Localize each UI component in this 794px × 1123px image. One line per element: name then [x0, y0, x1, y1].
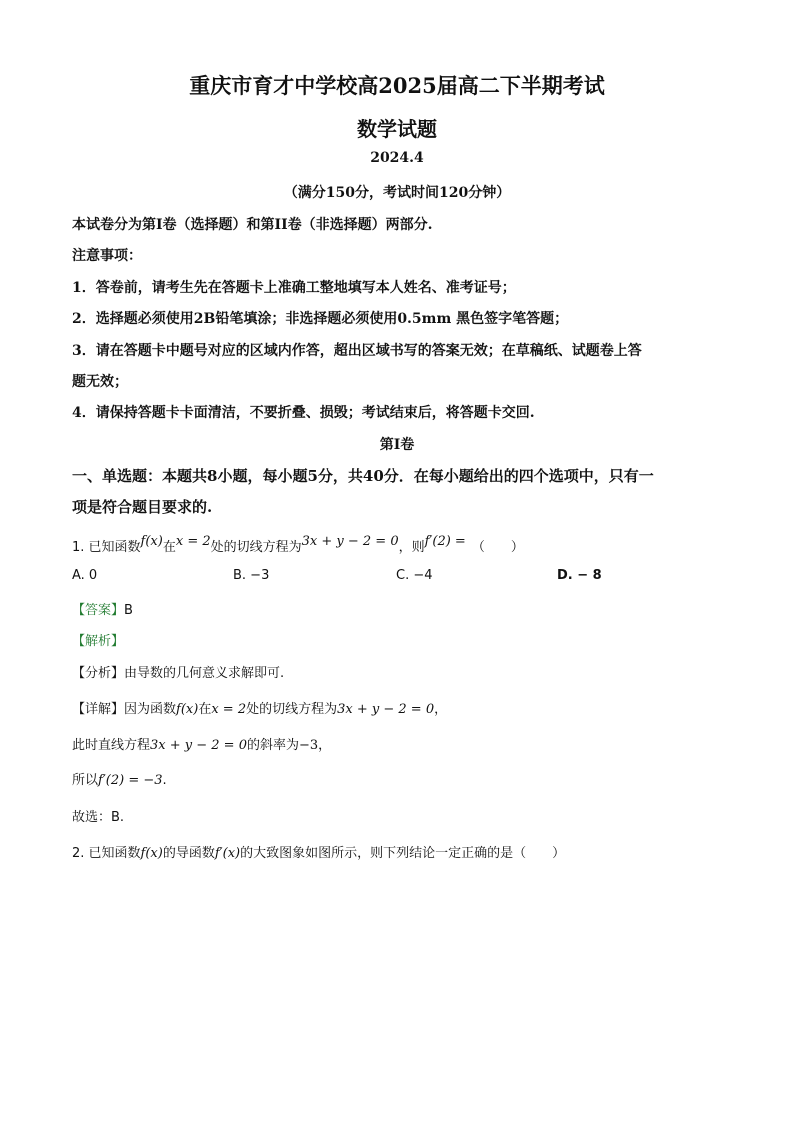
q1-option-b: B. −3: [233, 568, 270, 583]
conclusion-eq: f′(2) = −3: [98, 773, 163, 788]
q1-slope-line: [72, 734, 732, 753]
xiangjie-tag: 【详解】: [72, 702, 125, 717]
exam-note: （满分150分，考试时间120分钟）: [283, 185, 511, 201]
answer-tag: 【答案】: [72, 603, 125, 618]
q1-fx: f(x): [140, 534, 163, 549]
paper-structure: 本试卷分为第I卷（选择题）和第II卷（非选择题）两部分.: [72, 217, 433, 233]
q1-xiangjie-line: [72, 698, 732, 717]
exam-title: 重庆市育才中学校高2025届高二下半期考试: [189, 73, 605, 98]
q1-option-c: C. −4: [396, 568, 433, 583]
section-instruction-1: 一、单选题：本题共8小题，每小题5分，共40分．在每小题给出的四个选项中，只有一: [72, 467, 654, 485]
slope-part1: 此时直线方程: [72, 738, 151, 753]
xj-tangent: 3x + y − 2 = 0: [337, 702, 435, 717]
notice-item-3: 3．请在答题卡中题号对应的区域内作答，超出区域书写的答案无效；在草稿纸、试题卷上答: [72, 343, 642, 359]
slope-part2: 的斜率为: [246, 738, 299, 753]
conclusion-part1: 所以: [72, 773, 99, 788]
slope-eq: 3x + y − 2 = 0: [150, 738, 247, 753]
slope-part3: ，: [318, 738, 332, 753]
q1-answer-line: [72, 599, 732, 618]
q1-fprime: f′(2) =: [424, 534, 466, 549]
q1-tangent: 3x + y − 2 = 0: [301, 534, 399, 549]
xj-x: x = 2: [211, 702, 247, 717]
q2-fprime: f′(x): [214, 846, 241, 861]
q1-part2: 在: [162, 540, 176, 555]
q1-choice-line: [72, 806, 732, 825]
q2-part1: 2. 已知函数: [72, 846, 141, 861]
slope-value: −3: [299, 738, 319, 753]
choice-text: 故选：B.: [72, 810, 125, 825]
notice-item-1: 1．答卷前，请考生先在答题卡上准确工整地填写本人姓名、准考证号；: [72, 280, 516, 296]
q2-part3: 的大致图象如图所示，则下列结论一定正确的是（ ）: [240, 846, 566, 861]
q1-part3: 处的切线方程为: [210, 540, 302, 555]
xj-part1: 因为函数: [124, 702, 177, 717]
xj-part2: 在: [198, 702, 212, 717]
q1-x-eq: x = 2: [175, 534, 211, 549]
q1-fenxi-line: [72, 662, 732, 681]
q1-part4: ，则: [398, 540, 425, 555]
section-instruction-2: 项是符合题目要求的.: [72, 498, 213, 516]
question-1-stem: [72, 536, 732, 555]
q1-analysis-line: [72, 630, 732, 649]
q2-fx: f(x): [140, 846, 163, 861]
fenxi-text: 由导数的几何意义求解即可.: [124, 666, 285, 681]
analysis-tag: 【解析】: [72, 634, 125, 649]
q1-option-d: D. − 8: [557, 568, 602, 583]
xj-part3: 处的切线方程为: [246, 702, 338, 717]
notice-item-3-cont: 题无效；: [72, 374, 128, 390]
notice-item-2: 2．选择题必须使用2B铅笔填涂；非选择题必须使用0.5mm 黑色签字笔答题；: [72, 311, 569, 327]
q1-blank: （ ）: [471, 540, 524, 555]
notice-title: 注意事项：: [72, 248, 142, 264]
exam-date: 2024.4: [370, 150, 424, 166]
exam-subtitle: 数学试题: [357, 117, 437, 141]
xj-part4: ，: [434, 702, 448, 717]
q1-option-a: A. 0: [72, 568, 98, 583]
question-2-stem: [72, 842, 732, 861]
q1-part1: 1. 已知函数: [72, 540, 141, 555]
conclusion-part2: .: [162, 773, 167, 788]
fenxi-tag: 【分析】: [72, 666, 125, 681]
notice-item-4: 4．请保持答题卡卡面清洁，不要折叠、损毁；考试结束后，将答题卡交回.: [72, 405, 535, 421]
answer-value: B: [124, 603, 133, 618]
q1-conclusion-line: [72, 769, 732, 788]
section-heading: 第I卷: [379, 437, 415, 453]
xj-fx: f(x): [176, 702, 199, 717]
q2-part2: 的导函数: [162, 846, 215, 861]
